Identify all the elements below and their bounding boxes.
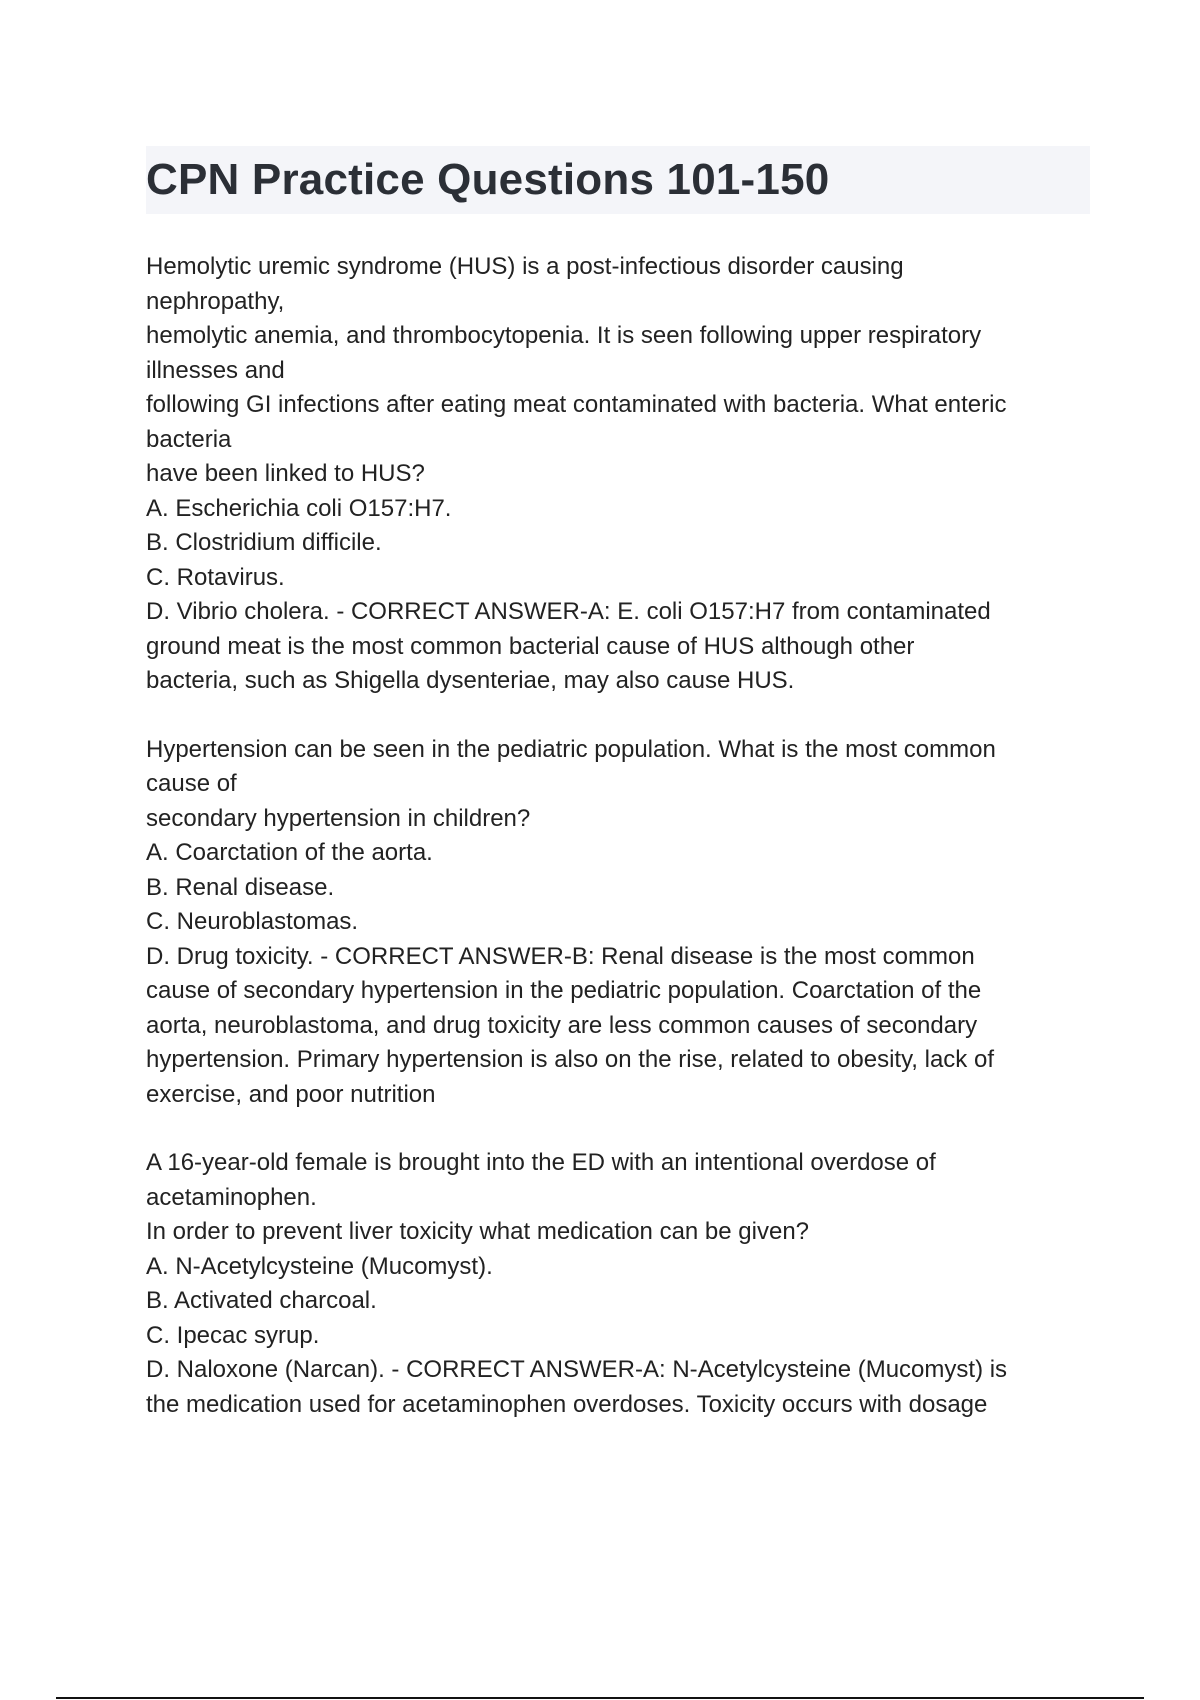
question-text-line: C. Ipecac syrup. xyxy=(146,1321,320,1349)
question-text-line: C. Neuroblastomas. xyxy=(146,908,359,935)
question-text-line: nephropathy, xyxy=(146,287,285,315)
question-text-line: D. Naloxone (Narcan). - CORRECT ANSWER-A: N-Acetylcysteine (Mucomyst) is xyxy=(146,1356,1008,1383)
question-block xyxy=(146,250,1090,699)
question-text-line: A. Escherichia coli O157:H7. xyxy=(146,494,452,522)
question-text-line: Hemolytic uremic syndrome (HUS) is a post-infectious disorder causing xyxy=(146,253,904,280)
question-text-line: acetaminophen. xyxy=(146,1183,317,1211)
question-text-line: C. Rotavirus. xyxy=(146,563,285,591)
question-text-line: bacteria, such as Shigella dysenteriae, may also cause HUS. xyxy=(146,667,795,694)
question-text-line: secondary hypertension in children? xyxy=(146,804,531,832)
question-block xyxy=(146,1146,1090,1422)
question-text-line: cause of secondary hypertension in the pediatric population. Coarctation of the xyxy=(146,977,982,1004)
question-text-line: bacteria xyxy=(146,425,232,453)
question-text-line: hypertension. Primary hypertension is also on the rise, related to obesity, lack of xyxy=(146,1046,994,1073)
question-text-line: aorta, neuroblastoma, and drug toxicity are less common causes of secondary xyxy=(146,1011,978,1039)
question-text-line: following GI infections after eating meat contaminated with bacteria. What enteric xyxy=(146,391,1007,418)
question-text-line: cause of xyxy=(146,770,237,797)
question-text-line: A. Coarctation of the aorta. xyxy=(146,839,433,866)
question-text-line: A 16-year-old female is brought into the ED with an intentional overdose of xyxy=(146,1149,936,1176)
footer-divider xyxy=(56,1697,1144,1699)
document-title: CPN Practice Questions 101-150 xyxy=(146,155,830,204)
question-text-line: B. Renal disease. xyxy=(146,873,335,901)
question-list xyxy=(146,250,1090,1422)
question-text-line: ground meat is the most common bacterial cause of HUS although other xyxy=(146,632,915,660)
question-block xyxy=(146,733,1090,1113)
question-text-line: In order to prevent liver toxicity what medication can be given? xyxy=(146,1218,810,1245)
question-text-line: have been linked to HUS? xyxy=(146,460,425,487)
question-text-line: exercise, and poor nutrition xyxy=(146,1080,436,1108)
question-text-line: hemolytic anemia, and thrombocytopenia. It is seen following upper respiratory xyxy=(146,322,982,349)
question-text-line: D. Vibrio cholera. - CORRECT ANSWER-A: E. coli O157:H7 from contaminated xyxy=(146,598,991,625)
question-text-line: B. Clostridium difficile. xyxy=(146,529,382,556)
question-text-line: illnesses and xyxy=(146,356,285,384)
title-banner xyxy=(146,146,1090,214)
question-text-line: D. Drug toxicity. - CORRECT ANSWER-B: Renal disease is the most common xyxy=(146,942,975,970)
question-text-line: A. N-Acetylcysteine (Mucomyst). xyxy=(146,1252,493,1280)
question-text-line: Hypertension can be seen in the pediatric population. What is the most common xyxy=(146,735,996,763)
document-page xyxy=(146,146,1090,1456)
question-text-line: the medication used for acetaminophen overdoses. Toxicity occurs with dosage xyxy=(146,1390,988,1418)
question-text-line: B. Activated charcoal. xyxy=(146,1287,377,1314)
